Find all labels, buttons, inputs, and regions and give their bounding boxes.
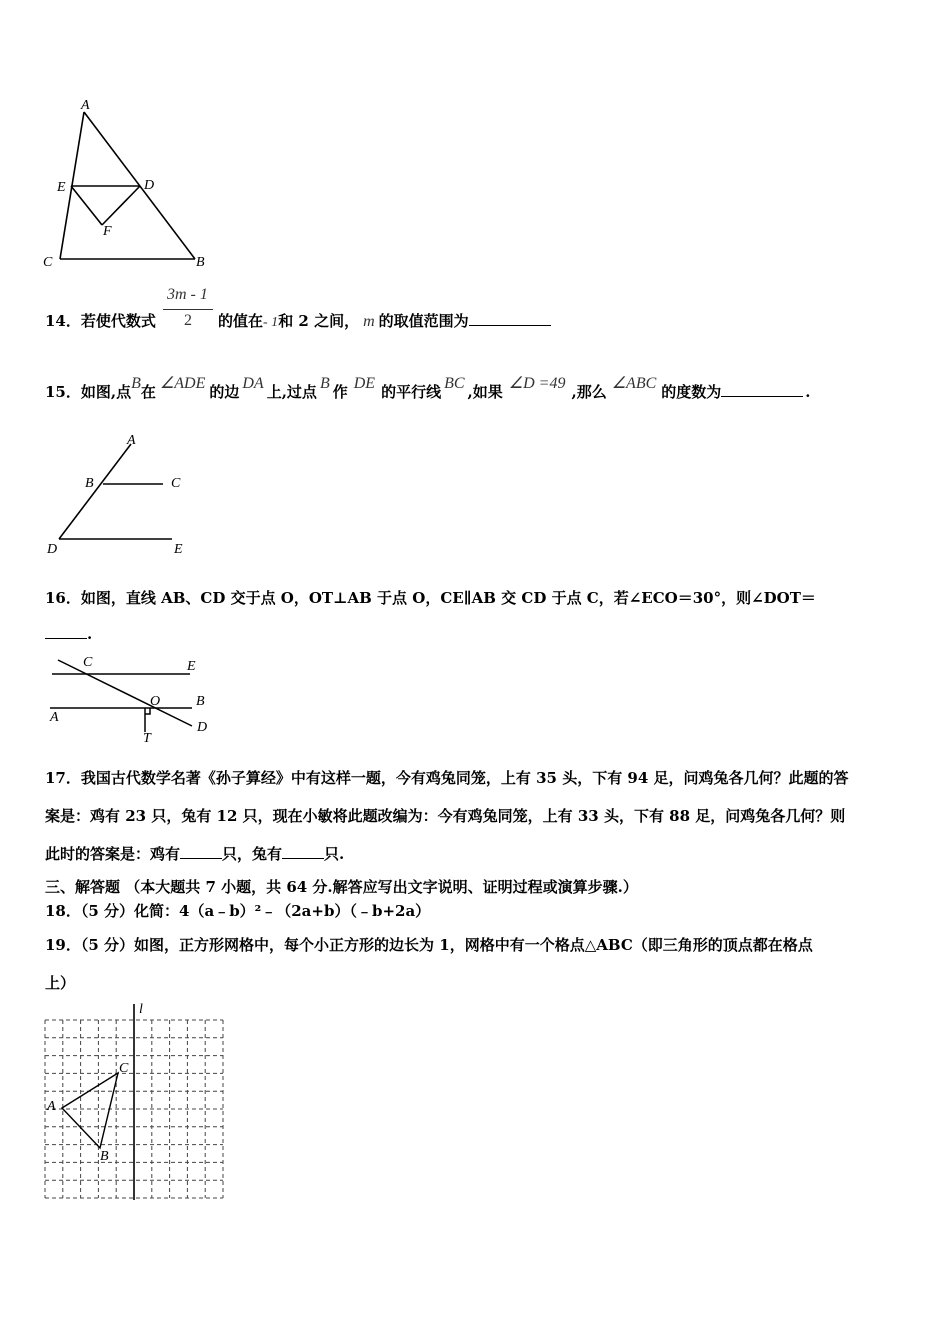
- q16-end: .: [87, 625, 93, 643]
- label-A: A: [50, 710, 59, 725]
- question-17-line-3: [45, 844, 344, 864]
- label-E: E: [57, 180, 66, 195]
- q17-text-a: 此时的答案是：鸡有: [45, 845, 181, 863]
- label-E: E: [187, 659, 196, 674]
- figure-grid-triangle: [40, 1000, 235, 1205]
- question-16-line-2: [45, 624, 92, 644]
- label-B: B: [85, 476, 94, 491]
- question-17-line-2: 案是：鸡有 23 只，兔有 12 只，现在小敏将此题改编为：今有鸡兔同笼，上有 33 头，下有 88 足，问鸡兔各几何？则: [45, 807, 846, 825]
- question-19-line-1: 19．（5 分）如图，正方形网格中，每个小正方形的边长为 1，网格中有一个格点△ABC（即三角形的顶点都在格点: [45, 936, 813, 954]
- question-17-line-1: 17．我国古代数学名著《孙子算经》中有这样一题，今有鸡兔同笼，上有 35 头，下有 94 足，问鸡兔各几何？此题的答: [45, 769, 849, 787]
- label-E: E: [174, 542, 183, 557]
- q15-angle-abc: ∠ABC: [611, 375, 657, 392]
- question-16-line-1: 16．如图，直线 AB、CD 交于点 O，OT⊥AB 于点 O，CE∥AB 交 CD 于点 C，若∠ECO＝30°，则∠DOT＝: [45, 589, 816, 607]
- question-14-lead: 14．若使代数式: [45, 312, 156, 330]
- label-O: O: [150, 694, 161, 709]
- q14-text-3: 的取值范围为: [378, 312, 469, 330]
- q16-answer-blank[interactable]: [45, 624, 87, 639]
- question-18: 18．（5 分）化简：4（a﹣b）²﹣（2a+b）（﹣b+2a）: [45, 902, 431, 920]
- q17-rabbit-blank[interactable]: [282, 844, 324, 859]
- q15-point-b: B: [131, 375, 141, 392]
- q14-text-2: 和 2 之间，: [278, 312, 360, 330]
- label-l: l: [139, 1002, 143, 1017]
- section-3-heading: 三、解答题 （本大题共 7 小题，共 64 分.解答应写出文字说明、证明过程或演算步骤.）: [45, 878, 638, 896]
- q14-frac-denominator: 2: [184, 312, 192, 329]
- q15-point-b-2: B: [319, 375, 330, 392]
- q15-text-8: 的度数为: [661, 383, 722, 401]
- label-B: B: [100, 1149, 109, 1164]
- q15-angle-d: ∠D =49: [508, 375, 566, 392]
- q15-seg-de: DE: [353, 375, 376, 392]
- q17-chicken-blank[interactable]: [180, 844, 222, 859]
- label-D: D: [144, 178, 155, 193]
- q15-text-1: 在: [140, 383, 156, 401]
- q15-text-3: 上,过点: [266, 383, 317, 401]
- label-B: B: [196, 255, 205, 270]
- q15-end: .: [805, 383, 811, 401]
- question-19-line-2: 上）: [45, 974, 76, 992]
- question-14-rest: [218, 311, 551, 333]
- label-T: T: [143, 731, 151, 745]
- q14-var-m: m: [363, 313, 375, 330]
- q15-answer-blank[interactable]: [721, 382, 803, 397]
- q15-seg-bc: BC: [444, 375, 465, 392]
- q15-text-2: 的边: [209, 383, 240, 401]
- figure-triangle-ade: [40, 92, 220, 277]
- label-A: A: [47, 1099, 56, 1114]
- label-C: C: [43, 255, 53, 270]
- q14-frac-numerator: 3m - 1: [167, 286, 208, 303]
- label-D: D: [197, 720, 208, 735]
- q14-answer-blank[interactable]: [469, 311, 551, 326]
- label-C: C: [171, 476, 181, 491]
- q14-neg-one: - 1: [263, 315, 279, 330]
- q15-text-6: ,如果: [467, 383, 503, 401]
- figure-parallel-lines: [40, 428, 200, 560]
- q15-seg-da: DA: [242, 375, 264, 392]
- label-C: C: [119, 1061, 129, 1076]
- q15-text-7: ,那么: [571, 383, 607, 401]
- label-D: D: [47, 542, 58, 557]
- q15-lead: 15．如图,点: [45, 383, 132, 401]
- label-A: A: [81, 98, 90, 113]
- label-F: F: [103, 224, 112, 239]
- q15-angle-ade: ∠ADE: [159, 375, 206, 392]
- figure-intersecting-lines: [40, 650, 225, 745]
- q15-text-4: 作: [332, 383, 348, 401]
- q17-text-b: 只，兔有: [222, 845, 283, 863]
- q17-text-c: 只.: [324, 845, 345, 863]
- q14-text-1: 的值在: [218, 312, 264, 330]
- label-C: C: [83, 655, 93, 670]
- label-B: B: [196, 694, 205, 709]
- q14-frac-bar: [163, 309, 213, 310]
- question-15: [45, 375, 811, 403]
- q15-text-5: 的平行线: [381, 383, 442, 401]
- label-A: A: [127, 433, 136, 448]
